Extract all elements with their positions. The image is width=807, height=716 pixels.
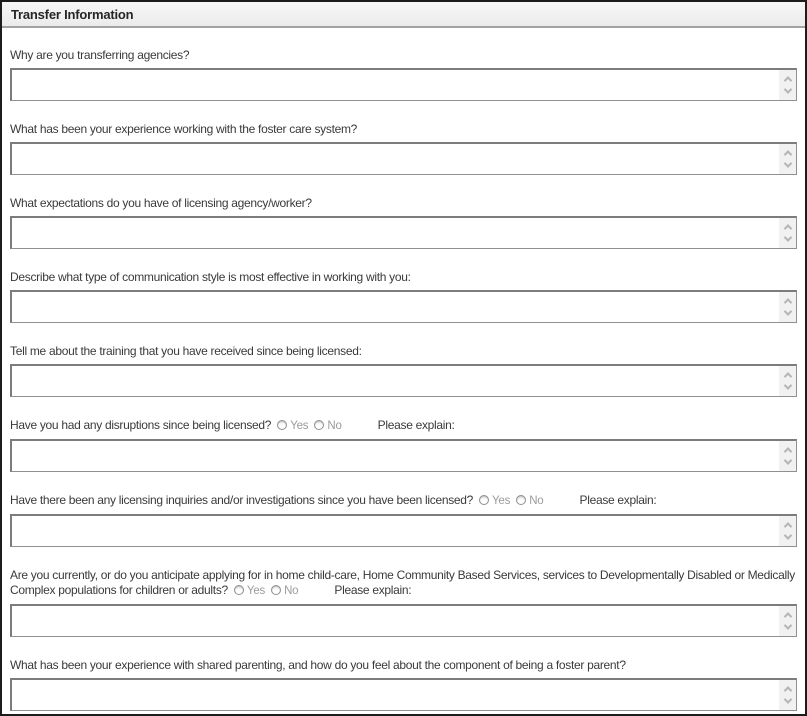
question-text: Have you had any disruptions since being licensed? xyxy=(10,418,272,432)
scroll-down-icon[interactable] xyxy=(783,456,791,464)
scroll-up-icon[interactable] xyxy=(783,150,791,158)
question-block-foster-care-experience xyxy=(10,122,797,175)
textarea-scrollbar[interactable] xyxy=(779,70,796,100)
scroll-up-icon[interactable] xyxy=(783,298,791,306)
textarea-communication-style[interactable] xyxy=(10,290,797,323)
textarea-shared-parenting[interactable] xyxy=(10,678,797,711)
disruptions-yes-radio[interactable] xyxy=(277,420,287,430)
scroll-up-icon[interactable] xyxy=(783,224,791,232)
scroll-up-icon[interactable] xyxy=(783,686,791,694)
question-block-communication-style xyxy=(10,270,797,323)
question-text: Why are you transferring agencies? xyxy=(10,48,190,62)
please-explain-label: Please explain: xyxy=(334,583,412,597)
yes-radio-label: Yes xyxy=(246,585,266,597)
question-block-other-services xyxy=(10,568,797,637)
disruptions-no-radio[interactable] xyxy=(314,420,324,430)
question-label xyxy=(10,48,797,63)
scroll-up-icon[interactable] xyxy=(783,522,791,530)
textarea-scrollbar[interactable] xyxy=(779,366,796,396)
yes-radio-label: Yes xyxy=(290,420,309,432)
no-radio-label: No xyxy=(284,585,299,597)
question-text: What has been your experience working with the foster care system? xyxy=(10,122,358,136)
scroll-up-icon[interactable] xyxy=(783,372,791,380)
question-text: Have there been any licensing inquiries and/or investigations since you have been licensed? xyxy=(10,493,474,507)
no-radio-label: No xyxy=(327,420,342,432)
question-text: Tell me about the training that you have received since being licensed: xyxy=(10,344,362,358)
question-block-expectations xyxy=(10,196,797,249)
question-text: What has been your experience with shared parenting, and how do you feel about the component of being a foster parent? xyxy=(10,658,626,672)
textarea-disruptions-explain[interactable] xyxy=(10,439,797,472)
question-text: Are you currently, or do you anticipate applying for in home child-care, Home Community Based Services, services to Developmentally Disabled or Medically Complex populations for children or adults? xyxy=(10,568,795,597)
question-label xyxy=(10,418,797,434)
scroll-up-icon[interactable] xyxy=(783,612,791,620)
scroll-down-icon[interactable] xyxy=(783,695,791,703)
question-label xyxy=(10,493,797,509)
services-yes-radio[interactable] xyxy=(234,585,244,595)
scroll-down-icon[interactable] xyxy=(783,621,791,629)
scroll-down-icon[interactable] xyxy=(783,85,791,93)
textarea-inquiries-explain[interactable] xyxy=(10,514,797,547)
textarea-scrollbar[interactable] xyxy=(779,144,796,174)
question-label xyxy=(10,270,797,285)
inquiries-no-radio[interactable] xyxy=(516,495,526,505)
textarea-scrollbar[interactable] xyxy=(779,680,796,710)
yes-radio-label: Yes xyxy=(492,495,511,507)
textarea-scrollbar[interactable] xyxy=(779,516,796,546)
scroll-down-icon[interactable] xyxy=(783,233,791,241)
question-label xyxy=(10,344,797,359)
scroll-down-icon[interactable] xyxy=(783,307,791,315)
no-radio-label: No xyxy=(529,495,544,507)
textarea-services-explain[interactable] xyxy=(10,604,797,637)
textarea-training[interactable] xyxy=(10,364,797,397)
question-block-licensing-inquiries xyxy=(10,493,797,547)
please-explain-label: Please explain: xyxy=(579,493,657,507)
scroll-down-icon[interactable] xyxy=(783,381,791,389)
question-block-disruptions xyxy=(10,418,797,472)
question-label xyxy=(10,122,797,137)
question-block-shared-parenting xyxy=(10,658,797,711)
question-label xyxy=(10,196,797,211)
question-block-transfer-reason xyxy=(10,48,797,101)
question-block-training xyxy=(10,344,797,397)
textarea-transfer-reason[interactable] xyxy=(10,68,797,101)
textarea-scrollbar[interactable] xyxy=(779,218,796,248)
textarea-scrollbar[interactable] xyxy=(779,441,796,471)
textarea-expectations[interactable] xyxy=(10,216,797,249)
textarea-foster-care-experience[interactable] xyxy=(10,142,797,175)
inquiries-yes-radio[interactable] xyxy=(479,495,489,505)
question-text: Describe what type of communication style is most effective in working with you: xyxy=(10,270,411,284)
section-header xyxy=(2,2,805,28)
scroll-down-icon[interactable] xyxy=(783,531,791,539)
please-explain-label: Please explain: xyxy=(377,418,455,432)
scroll-up-icon[interactable] xyxy=(783,76,791,84)
form-content xyxy=(2,28,805,711)
section-title: Transfer Information xyxy=(11,6,134,22)
question-label xyxy=(10,658,797,673)
question-text: What expectations do you have of licensing agency/worker? xyxy=(10,196,312,210)
textarea-scrollbar[interactable] xyxy=(779,292,796,322)
question-label xyxy=(10,568,797,599)
services-no-radio[interactable] xyxy=(271,585,281,595)
scroll-down-icon[interactable] xyxy=(783,159,791,167)
textarea-scrollbar[interactable] xyxy=(779,606,796,636)
scroll-up-icon[interactable] xyxy=(783,447,791,455)
